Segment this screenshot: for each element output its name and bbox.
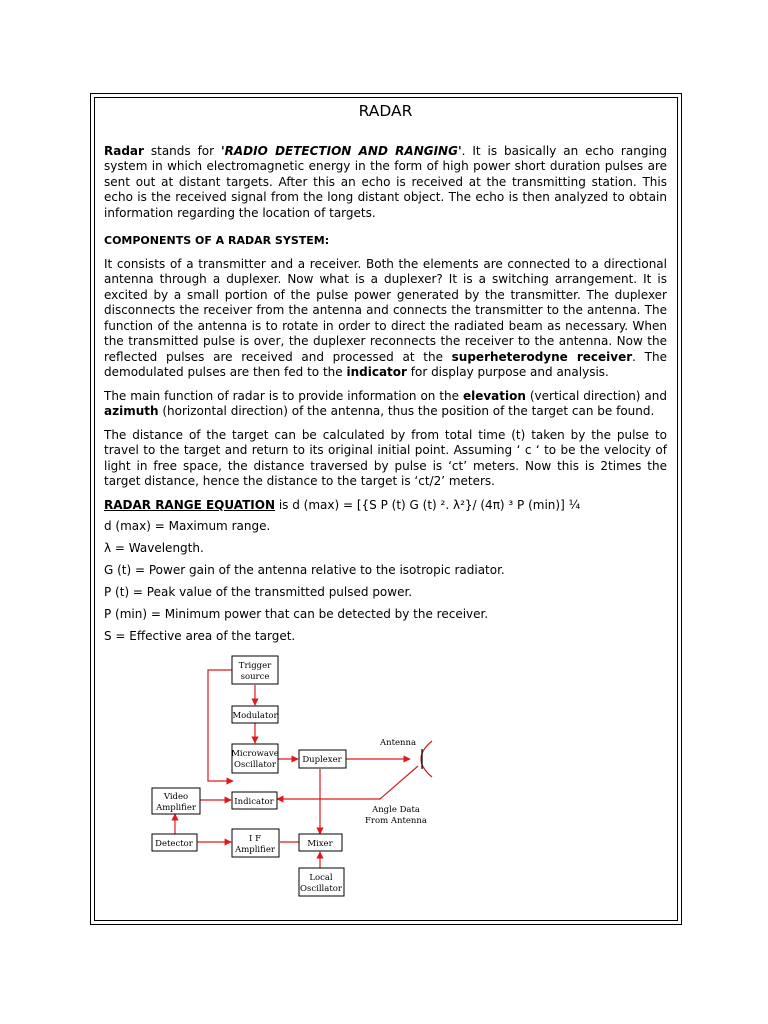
distance-paragraph: The distance of the target can be calculated by from total time (t) taken by the pulse to travel to the target and return to its original initial point. Assuming ‘ c ‘ to be the velocity of light in free space, the distance traversed by pulse is ‘ct’ meters. Now this is 2times the target distance, hence the distance to the target is ‘ct/2’ meters. xyxy=(104,427,667,488)
page-title: RADAR xyxy=(358,102,413,120)
definition-item: λ = Wavelength. xyxy=(104,541,204,555)
intro-acronym: 'RADIO DETECTION AND RANGING' xyxy=(220,143,462,158)
label-trigger-1: Trigger xyxy=(238,661,272,671)
definition-item: P (min) = Minimum power that can be detected by the receiver. xyxy=(104,607,489,621)
components-part1: It consists of a transmitter and a receiver. Both the elements are connected to a directional antenna through a duplexer. Now what is a duplexer? It is a switching arrangement. It is excited by a small portion of the pulse power generated by the transmitter. The duplexer disconnects the receiver from the antenna and connects the transmitter to the antenna. The function of the antenna is to rotate in order to direct the radiated beam as necessary. When the transmitted pulse is over, the duplexer reconnects the receiver to the antenna. Now the reflected pulses are received and processed at the xyxy=(104,256,667,364)
arrow-trigger-indicator xyxy=(208,670,233,781)
definition-item: S = Effective area of the target. xyxy=(104,629,296,643)
intro-rest: . It is basically an echo ranging system in which electromagnetic energy in the form of high power short duration pulses are sent out at distant targets. After this an echo is received at the transmitting station. This echo is the received signal from the long distant object. The echo is then analyzed to obtain information regarding the location of targets. xyxy=(104,143,667,220)
function-part1: The main function of radar is to provide information on the xyxy=(104,388,463,403)
label-local-2: Oscillator xyxy=(300,884,342,894)
diagram-connectors xyxy=(175,670,418,868)
label-angle-2: From Antenna xyxy=(365,816,427,826)
function-bold1: elevation xyxy=(462,388,526,403)
components-part2: . The demodulated pulses are then fed to the xyxy=(104,349,668,379)
definitions-list xyxy=(104,519,667,645)
intro-lead: Radar xyxy=(104,143,144,158)
label-video-2: Amplifier xyxy=(156,803,196,813)
components-heading: COMPONENTS OF A RADAR SYSTEM: xyxy=(104,234,330,247)
components-bold2: indicator xyxy=(346,365,407,379)
definition-item: G (t) = Power gain of the antenna relative to the isotropic radiator. xyxy=(104,563,505,577)
function-bold2: azimuth xyxy=(104,404,159,418)
label-detector: Detector xyxy=(155,839,193,849)
label-indicator: Indicator xyxy=(234,797,274,807)
label-modulator: Modulator xyxy=(232,711,278,721)
range-equation xyxy=(104,498,667,514)
components-part3: for display purpose and analysis. xyxy=(406,365,609,379)
arrow-angle-indicator xyxy=(277,798,380,799)
label-if-2: Amplifier xyxy=(235,845,275,855)
function-paragraph xyxy=(104,389,667,420)
angle-data-line xyxy=(380,766,418,799)
radar-block-diagram xyxy=(140,648,440,898)
label-local-1: Local xyxy=(309,873,333,883)
intro-paragraph xyxy=(104,144,667,222)
function-part2: (vertical direction) and xyxy=(525,388,667,403)
label-antenna: Antenna xyxy=(379,738,417,748)
label-trigger-2: source xyxy=(240,672,270,682)
antenna-icon xyxy=(421,741,432,777)
label-video-1: Video xyxy=(163,792,189,802)
intro-mid: stands for xyxy=(143,143,221,158)
label-mixer: Mixer xyxy=(307,839,333,849)
label-oscillator-2: Oscillator xyxy=(234,760,276,770)
function-part3: (horizontal direction) of the antenna, thus the position of the target can be found. xyxy=(158,404,655,418)
definition-item: d (max) = Maximum range. xyxy=(104,519,271,533)
label-angle-1: Angle Data xyxy=(372,805,420,815)
range-equation-text: is d (max) = [{S P (t) G (t) ². λ²}/ (4π) ³ P (min)] ¼ xyxy=(275,497,581,512)
label-oscillator-1: Microwave xyxy=(231,749,279,759)
label-if-1: I F xyxy=(249,834,261,844)
components-bold1: superheterodyne receiver xyxy=(451,349,633,364)
label-duplexer: Duplexer xyxy=(302,755,342,765)
range-equation-label: RADAR RANGE EQUATION xyxy=(104,497,276,512)
components-paragraph xyxy=(104,257,667,381)
diagram-labels xyxy=(155,661,427,894)
diagram-blocks xyxy=(152,656,346,896)
definition-item: P (t) = Peak value of the transmitted pulsed power. xyxy=(104,585,413,599)
document-body xyxy=(104,104,667,651)
